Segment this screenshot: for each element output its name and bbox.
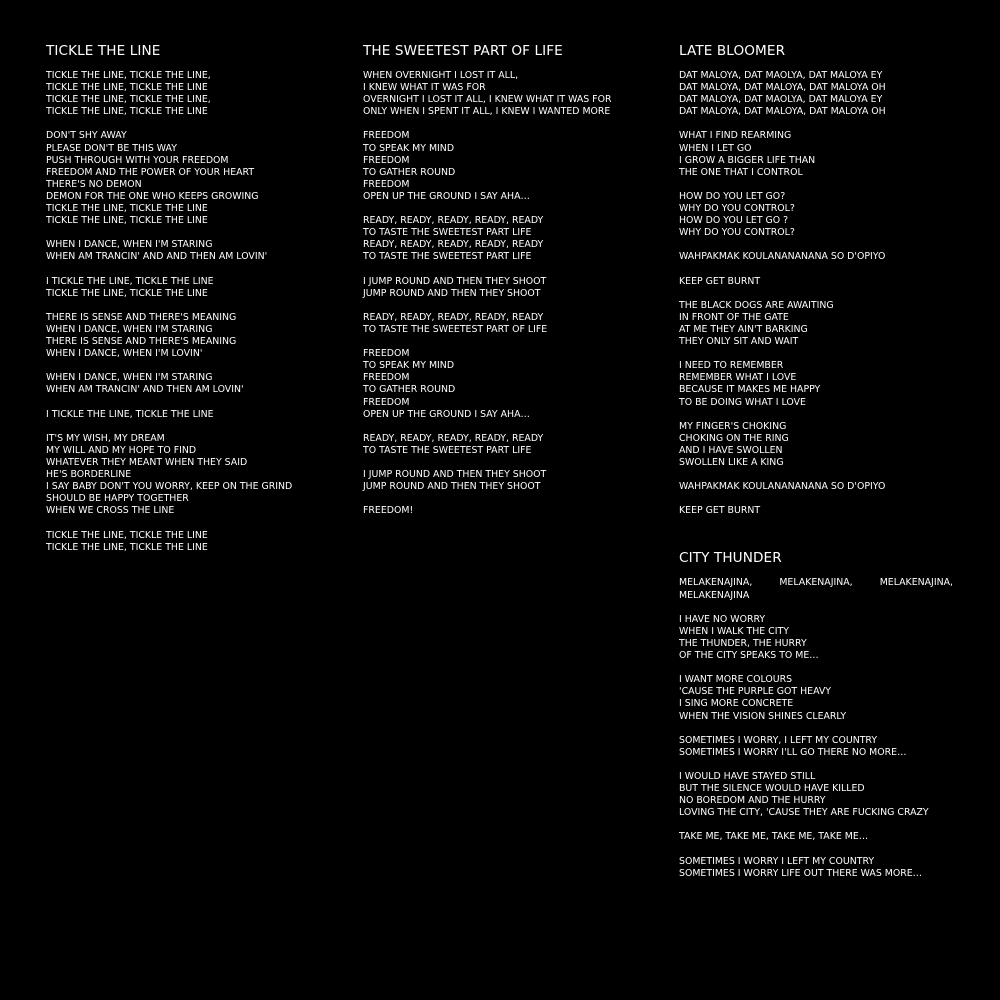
song-title: THE SWEETEST PART OF LIFE xyxy=(363,43,563,59)
lyric-line: JUMP ROUND AND THEN THEY SHOOT xyxy=(363,481,541,493)
lyric-line: I KNEW WHAT IT WAS FOR xyxy=(363,82,486,94)
lyric-line: DAT MALOYA, DAT MAOLYA, DAT MALOYA EY xyxy=(679,94,883,106)
stanza xyxy=(679,300,953,348)
lyric-line: IN FRONT OF THE GATE xyxy=(679,311,789,323)
lyric-line: TICKLE THE LINE, TICKLE THE LINE xyxy=(46,287,208,299)
lyric-line: JUMP ROUND AND THEN THEY SHOOT xyxy=(363,287,541,299)
lyric-line: WHEN OVERNIGHT I LOST IT ALL, xyxy=(363,70,519,81)
lyric-line: TICKLE THE LINE, TICKLE THE LINE, xyxy=(46,94,211,106)
lyric-line: DEMON FOR THE ONE WHO KEEPS GROWING xyxy=(46,190,259,202)
lyric-line: WAHPAKMAK KOULANANANANA SO D'OPIYO xyxy=(679,481,886,493)
stanza xyxy=(46,312,346,360)
stanza xyxy=(679,771,953,819)
stanza xyxy=(363,130,663,203)
lyric-line: MY WILL AND MY HOPE TO FIND xyxy=(46,444,197,456)
lyric-line: TICKLE THE LINE, TICKLE THE LINE xyxy=(46,529,208,541)
lyric-line: HOW DO YOU LET GO? xyxy=(679,190,786,202)
lyric-line: WHEN WE CROSS THE LINE xyxy=(46,505,175,517)
stanza xyxy=(679,421,953,469)
lyric-line: TO GATHER ROUND xyxy=(363,384,456,396)
lyric-line: TO SPEAK MY MIND xyxy=(363,360,455,372)
stanza xyxy=(679,70,953,118)
stanza xyxy=(46,276,346,300)
stanza xyxy=(679,505,953,517)
stanza xyxy=(46,239,346,263)
lyric-line: I JUMP ROUND AND THEN THEY SHOOT xyxy=(363,275,547,287)
song-title: LATE BLOOMER xyxy=(679,43,786,59)
lyric-line: READY, READY, READY, READY, READY xyxy=(363,432,544,444)
lyric-line: WHY DO YOU CONTROL? xyxy=(679,227,795,239)
lyric-line: SHOULD BE HAPPY TOGETHER xyxy=(46,493,189,505)
stanza xyxy=(679,856,953,880)
lyric-line: WHEN AM TRANCIN' AND AND THEN AM LOVIN' xyxy=(46,251,268,263)
lyric-line: WHEN I DANCE, WHEN I'M STARING xyxy=(46,372,213,384)
lyric-line: WAHPAKMAK KOULANANANANA SO D'OPIYO xyxy=(679,251,886,263)
lyric-line: THE THUNDER, THE HURRY xyxy=(679,637,807,649)
stanza xyxy=(363,276,663,300)
stanza xyxy=(363,469,663,493)
lyric-line: WHEN I DANCE, WHEN I'M STARING xyxy=(46,239,213,251)
song-city-thunder xyxy=(679,549,953,879)
lyric-line: WHEN I DANCE, WHEN I'M STARING xyxy=(46,323,213,335)
stanza xyxy=(679,577,953,601)
stanza xyxy=(363,70,663,118)
stanza xyxy=(679,481,953,493)
lyric-line: TAKE ME, TAKE ME, TAKE ME, TAKE ME… xyxy=(679,831,869,843)
lyric-line: WHY DO YOU CONTROL? xyxy=(679,203,795,215)
lyric-line: NO BOREDOM AND THE HURRY xyxy=(679,795,826,807)
lyric-line: READY, READY, READY, READY, READY xyxy=(363,311,544,323)
lyric-line: FREEDOM xyxy=(363,178,410,190)
lyric-line: PLEASE DON'T BE THIS WAY xyxy=(46,142,177,154)
lyric-line: FREEDOM xyxy=(363,130,410,142)
stanza xyxy=(46,70,346,118)
song-late-bloomer xyxy=(679,42,953,517)
lyric-line: I GROW A BIGGER LIFE THAN xyxy=(679,154,816,166)
stanza xyxy=(679,130,953,178)
lyric-line: FREEDOM xyxy=(363,372,410,384)
lyric-line: BECAUSE IT MAKES ME HAPPY xyxy=(679,384,821,396)
lyric-line: I JUMP ROUND AND THEN THEY SHOOT xyxy=(363,469,547,481)
lyric-line: TICKLE THE LINE, TICKLE THE LINE xyxy=(46,541,208,553)
lyric-line: WHEN THE VISION SHINES CLEARLY xyxy=(679,710,847,722)
stanza xyxy=(46,530,346,554)
lyric-line: WHEN I DANCE, WHEN I'M LOVIN' xyxy=(46,348,203,360)
lyric-line: TICKLE THE LINE, TICKLE THE LINE xyxy=(46,106,208,118)
stanza xyxy=(363,312,663,336)
lyric-line: SOMETIMES I WORRY I'LL GO THERE NO MORE… xyxy=(679,746,907,758)
lyric-line: TO GATHER ROUND xyxy=(363,166,456,178)
stanza xyxy=(363,215,663,263)
lyric-line: OF THE CITY SPEAKS TO ME… xyxy=(679,650,819,662)
lyric-line: DAT MALOYA, DAT MALOYA, DAT MALOYA OH xyxy=(679,82,886,94)
lyric-line: THERE'S NO DEMON xyxy=(46,178,142,190)
lyric-line: SOMETIMES I WORRY I LEFT MY COUNTRY xyxy=(679,855,875,867)
lyric-line: I NEED TO REMEMBER xyxy=(679,360,784,372)
lyric-line: SWOLLEN LIKE A KING xyxy=(679,457,784,468)
lyric-line: FREEDOM! xyxy=(363,505,414,517)
stanza xyxy=(679,674,953,722)
stanza xyxy=(363,348,663,421)
lyric-line: WHAT I FIND REARMING xyxy=(679,130,792,142)
lyric-line: I SAY BABY DON'T YOU WORRY, KEEP ON THE GRIND xyxy=(46,481,293,493)
lyric-line: HE'S BORDERLINE xyxy=(46,469,132,481)
lyric-line: KEEP GET BURNT xyxy=(679,275,761,287)
lyric-line: LOVING THE CITY, 'CAUSE THEY ARE FUCKING CRAZY xyxy=(679,807,929,819)
stanza xyxy=(46,372,346,396)
lyric-line: PUSH THROUGH WITH YOUR FREEDOM xyxy=(46,154,229,166)
lyric-line: I HAVE NO WORRY xyxy=(679,613,766,625)
lyric-line: READY, READY, READY, READY, READY xyxy=(363,239,544,251)
lyric-line: I SING MORE CONCRETE xyxy=(679,698,794,710)
lyric-line: TO SPEAK MY MIND xyxy=(363,142,455,154)
lyric-line: TO BE DOING WHAT I LOVE xyxy=(679,396,806,408)
stanza xyxy=(679,276,953,288)
stanza xyxy=(363,505,663,517)
lyric-line: HOW DO YOU LET GO ? xyxy=(679,215,789,227)
lyric-line: WHATEVER THEY MEANT WHEN THEY SAID xyxy=(46,457,248,468)
lyric-line: THE BLACK DOGS ARE AWAITING xyxy=(679,299,834,311)
lyric-line: REMEMBER WHAT I LOVE xyxy=(679,372,797,384)
stanza xyxy=(46,433,346,518)
lyric-line: TICKLE THE LINE, TICKLE THE LINE, xyxy=(46,70,211,81)
lyric-line: I WANT MORE COLOURS xyxy=(679,674,793,686)
lyric-line: DAT MALOYA, DAT MALOYA, DAT MALOYA OH xyxy=(679,106,886,118)
lyric-line: TICKLE THE LINE, TICKLE THE LINE xyxy=(46,203,208,215)
lyric-line: TICKLE THE LINE, TICKLE THE LINE xyxy=(46,215,208,227)
lyric-line: TO TASTE THE SWEETEST PART LIFE xyxy=(363,444,532,456)
stanza xyxy=(679,831,953,843)
stanza xyxy=(679,360,953,408)
lyric-line: DON'T SHY AWAY xyxy=(46,130,127,142)
song-title: CITY THUNDER xyxy=(679,550,782,567)
lyric-line: THEY ONLY SIT AND WAIT xyxy=(679,336,799,348)
lyric-line: IT'S MY WISH, MY DREAM xyxy=(46,432,165,444)
stanza xyxy=(46,409,346,421)
lyric-line: THERE IS SENSE AND THERE'S MEANING xyxy=(46,336,237,348)
stanza xyxy=(679,191,953,239)
lyric-line: TO TASTE THE SWEETEST PART OF LIFE xyxy=(363,323,548,335)
lyric-line: THERE IS SENSE AND THERE'S MEANING xyxy=(46,311,237,323)
lyric-line: I WOULD HAVE STAYED STILL xyxy=(679,770,816,782)
lyric-line: I TICKLE THE LINE, TICKLE THE LINE xyxy=(46,408,214,420)
lyric-line: WHEN AM TRANCIN' AND THEN AM LOVIN' xyxy=(46,384,244,396)
lyric-line: FREEDOM xyxy=(363,154,410,166)
lyric-line: TO TASTE THE SWEETEST PART LIFE xyxy=(363,251,532,263)
stanza xyxy=(679,614,953,662)
lyric-line: ONLY WHEN I SPENT IT ALL, I KNEW I WANTED MORE xyxy=(363,106,611,118)
lyric-line: WHEN I LET GO xyxy=(679,142,752,154)
lyric-line: SOMETIMES I WORRY LIFE OUT THERE WAS MORE… xyxy=(679,867,923,879)
lyric-line: DAT MALOYA, DAT MAOLYA, DAT MALOYA EY xyxy=(679,70,883,81)
lyric-line: SOMETIMES I WORRY, I LEFT MY COUNTRY xyxy=(679,734,878,746)
lyric-line: TO TASTE THE SWEETEST PART LIFE xyxy=(363,227,532,239)
lyrics-column-middle xyxy=(363,42,663,517)
lyric-line: KEEP GET BURNT xyxy=(679,505,761,517)
lyric-line: OVERNIGHT I LOST IT ALL, I KNEW WHAT IT WAS FOR xyxy=(363,94,612,106)
lyric-line: TICKLE THE LINE, TICKLE THE LINE xyxy=(46,82,208,94)
lyric-line: THE ONE THAT I CONTROL xyxy=(679,166,803,178)
song-tickle-the-line xyxy=(46,42,346,554)
lyric-line: CHOKING ON THE RING xyxy=(679,432,789,444)
lyric-line: OPEN UP THE GROUND I SAY AHA… xyxy=(363,408,530,420)
lyric-line: BUT THE SILENCE WOULD HAVE KILLED xyxy=(679,783,865,795)
lyric-line: MY FINGER'S CHOKING xyxy=(679,420,787,432)
lyric-line: WHEN I WALK THE CITY xyxy=(679,625,789,637)
lyric-line: OPEN UP THE GROUND I SAY AHA… xyxy=(363,190,530,202)
song-the-sweetest-part-of-life xyxy=(363,42,663,517)
lyric-line: 'CAUSE THE PURPLE GOT HEAVY xyxy=(679,686,832,698)
lyric-line: I TICKLE THE LINE, TICKLE THE LINE xyxy=(46,275,214,287)
lyrics-column-right xyxy=(679,42,953,880)
lyric-line: FREEDOM xyxy=(363,396,410,408)
lyric-line: MELAKENAJINA, MELAKENAJINA, MELAKENAJINA, MELAKENAJINA xyxy=(679,577,953,601)
stanza xyxy=(363,433,663,457)
lyric-line: FREEDOM xyxy=(363,348,410,360)
lyric-line: FREEDOM AND THE POWER OF YOUR HEART xyxy=(46,166,255,178)
lyric-line: AT ME THEY AIN'T BARKING xyxy=(679,323,808,335)
stanza xyxy=(679,251,953,263)
song-title: TICKLE THE LINE xyxy=(46,43,161,59)
lyric-line: READY, READY, READY, READY, READY xyxy=(363,215,544,227)
stanza xyxy=(46,130,346,227)
stanza xyxy=(679,735,953,759)
lyrics-column-left xyxy=(46,42,346,554)
lyric-line: AND I HAVE SWOLLEN xyxy=(679,444,783,456)
